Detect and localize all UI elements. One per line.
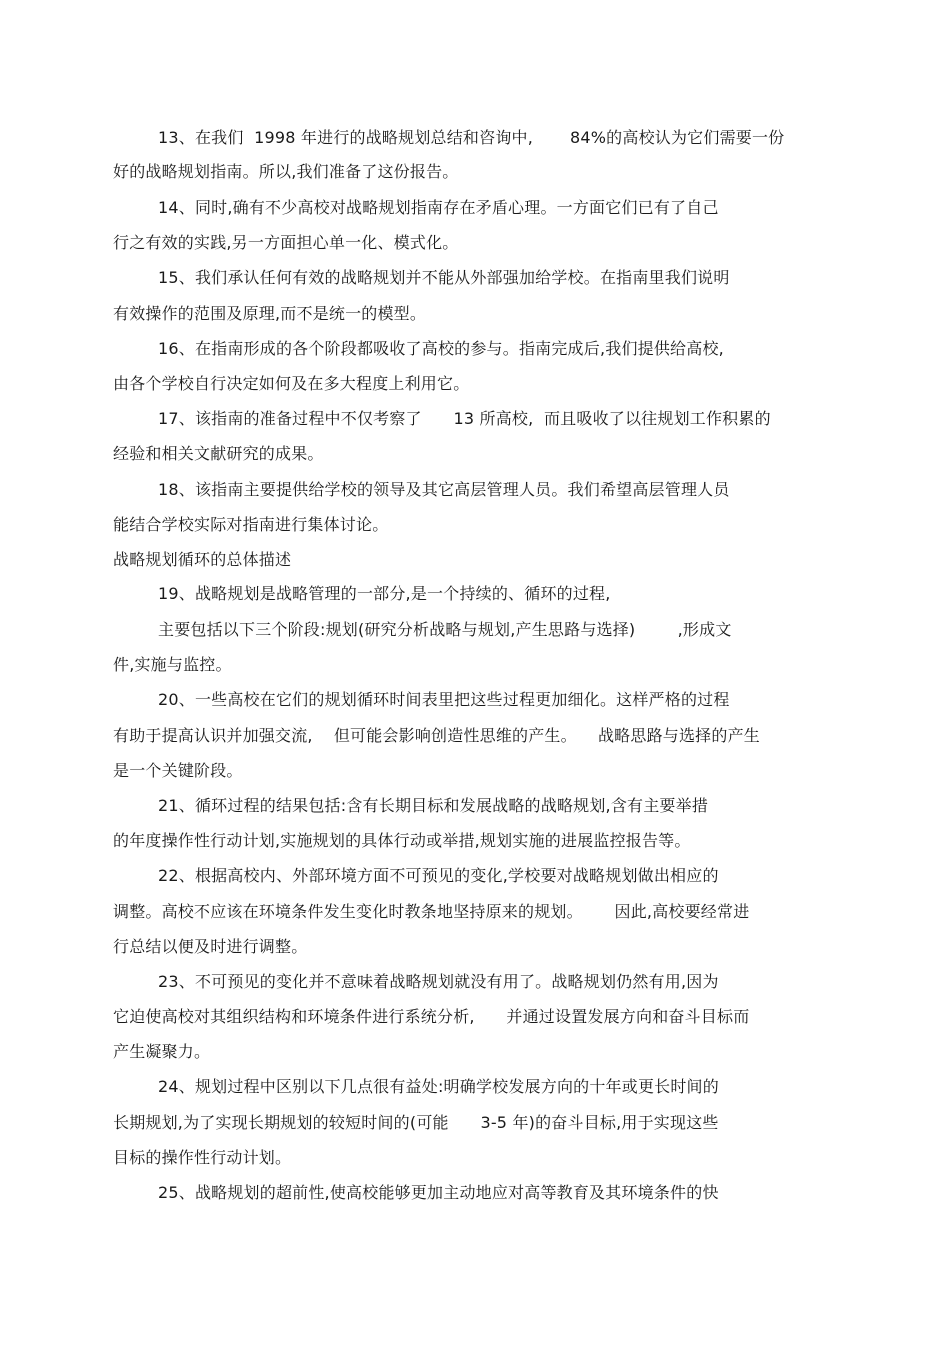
text-line: 行总结以便及时进行调整。 [113,937,308,956]
text-line: 18、该指南主要提供给学校的领导及其它高层管理人员。我们希望高层管理人员 [158,480,730,499]
text-line: 17、该指南的准备过程中不仅考察了 13 所高校, 而且吸收了以往规划工作积累的 [158,409,771,428]
text-line: 长期规划,为了实现长期规划的较短时间的(可能 3-5 年)的奋斗目标,用于实现这些 [113,1113,719,1132]
text-line: 14、同时,确有不少高校对战略规划指南存在矛盾心理。一方面它们已有了自己 [158,198,719,217]
text-line: 它迫使高校对其组织结构和环境条件进行系统分析, 并通过设置发展方向和奋斗目标而 [113,1007,750,1026]
text-line: 能结合学校实际对指南进行集体讨论。 [113,515,389,534]
text-line: 产生凝聚力。 [113,1042,211,1061]
text-line: 好的战略规划指南。所以,我们准备了这份报告。 [113,162,459,181]
text-line: 16、在指南形成的各个阶段都吸收了高校的参与。指南完成后,我们提供给高校, [158,339,724,358]
text-line: 经验和相关文献研究的成果。 [113,444,324,463]
text-line: 调整。高校不应该在环境条件发生变化时教条地坚持原来的规划。 因此,高校要经常进 [113,902,750,921]
section-heading: 战略规划循环的总体描述 [113,550,292,569]
text-line: 20、一些高校在它们的规划循环时间表里把这些过程更加细化。这样严格的过程 [158,690,730,709]
text-line: 有助于提高认识并加强交流, 但可能会影响创造性思维的产生。 战略思路与选择的产生 [113,726,760,745]
text-line: 15、我们承认任何有效的战略规划并不能从外部强加给学校。在指南里我们说明 [158,268,730,287]
text-line: 行之有效的实践,另一方面担心单一化、模式化。 [113,233,459,252]
text-line: 25、战略规划的超前性,使高校能够更加主动地应对高等教育及其环境条件的快 [158,1183,719,1202]
text-line: 的年度操作性行动计划,实施规划的具体行动或举措,规划实施的进展监控报告等。 [113,831,691,850]
text-line: 由各个学校自行决定如何及在多大程度上利用它。 [113,374,470,393]
text-line: 目标的操作性行动计划。 [113,1148,292,1167]
text-line: 主要包括以下三个阶段:规划(研究分析战略与规划,产生思路与选择) ,形成文 [158,620,732,639]
text-line: 有效操作的范围及原理,而不是统一的模型。 [113,304,427,323]
text-line: 24、规划过程中区别以下几点很有益处:明确学校发展方向的十年或更长时间的 [158,1077,719,1096]
text-line: 21、循环过程的结果包括:含有长期目标和发展战略的战略规划,含有主要举措 [158,796,709,815]
text-line: 件,实施与监控。 [113,655,232,674]
text-line: 13、在我们 1998 年进行的战略规划总结和咨询中, 84%的高校认为它们需要一份 [158,128,785,147]
text-line: 19、战略规划是战略管理的一部分,是一个持续的、循环的过程, [158,584,611,603]
text-line: 22、根据高校内、外部环境方面不可预见的变化,学校要对战略规划做出相应的 [158,866,719,885]
text-line: 是一个关键阶段。 [113,761,243,780]
text-line: 23、不可预见的变化并不意味着战略规划就没有用了。战略规划仍然有用,因为 [158,972,719,991]
